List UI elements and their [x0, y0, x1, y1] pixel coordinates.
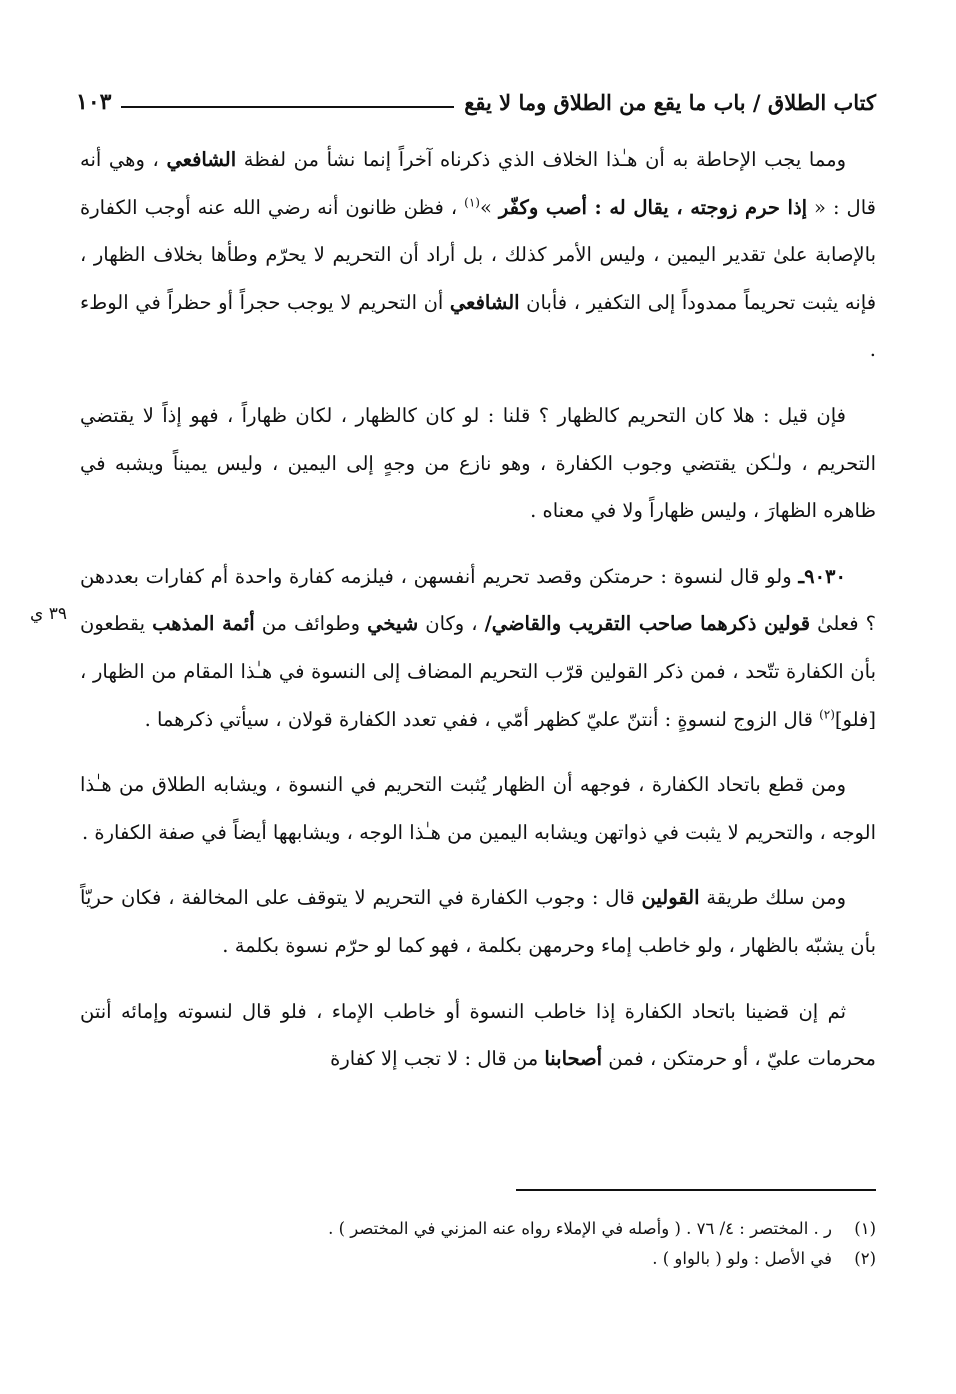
bold-text: شيخي: [367, 612, 419, 636]
footnote-ref: (١): [464, 195, 480, 210]
footnote-number: (٢): [854, 1249, 876, 1268]
footnotes: [80, 1214, 876, 1274]
footnote-text: في الأصل : ولو ( بالواو ) .: [652, 1249, 832, 1268]
margin-note: ٣٩ ي: [30, 604, 67, 624]
text-run: يقطعون بأن الكفارة تتّحد ، فمن ذكر القولين قرّب التحريم المضاف إلى النسوة في هـٰذا المقام من الظهار ، [فلو]: [80, 612, 876, 731]
bold-text: قولين ذكرهما صاحب التقريب والقاضي/: [484, 612, 811, 636]
paragraph: [80, 392, 876, 535]
footnote: [80, 1214, 876, 1244]
text-run: ثم إن قضينا باتحاد الكفارة إذا خاطب النسوة أو خاطب الإماء ، فلو قال لنسوته وإمائه أنتن محرمات عليّ ، أو حرمتكن ، فمن: [80, 999, 876, 1071]
text-run: ومما يجب الإحاطة به أن هـٰذا الخلاف الذي ذكرناه آخراً إنما نشأ من لفظة: [236, 148, 846, 171]
text-run: ، وكان: [418, 612, 485, 636]
bold-text: الشافعي: [449, 290, 520, 314]
bold-text: ٩٠٣٠ـ: [798, 564, 846, 588]
text-run: ولو قال لنسوة : حرمتكن وقصد تحريم أنفسهن ، فيلزمه كفارة واحدة أم كفارات بعددهن ؟ فعلىٰ: [80, 564, 876, 636]
paragraph: [80, 136, 876, 374]
paragraph: [80, 761, 876, 856]
text-run: قال الزوج لنسوةٍ : أنتنّ عليّ كظهر أمّي ، ففي تعدد الكفارة قولان ، سيأتي ذكرهما .: [144, 707, 820, 731]
paragraph: [80, 988, 876, 1083]
bold-text: أصحابنا: [544, 1047, 603, 1071]
text-run: قال : وجوب الكفارة في التحريم لا يتوقف على المخالفة ، فكان حريّاً بأن يشبّه بالظهار ، ولو خاطب إماء وحرمهن بكلمة ، فهو كما لو حرّم نسوة بكلمة .: [80, 886, 876, 957]
text-run: أن التحريم لا يوجب حجراً أو حظراً في الوطء .: [80, 290, 876, 362]
bold-text: الشافعي: [166, 148, 237, 171]
bold-text: أئمة المذهب: [152, 612, 255, 636]
text-run: فإن قيل : هلا كان التحريم كالظهار ؟ قلنا : لو كان كالظهار ، لكان ظهاراً ، فهو إذاً لا يقتضي التحريم ، ولـٰكن يقتضي وجوب الكفارة ، وهو نازع من وجهٍ إلى اليمين ، وليس يميناً ويشبه في ظاهره الظهارَ ، وليس ظهاراً ولا في معناه .: [80, 403, 876, 523]
page-number: ١٠٣: [76, 89, 112, 115]
paragraph: [80, 874, 876, 969]
text-run: ، وهي أنه قال : «: [80, 148, 876, 219]
text-run: ومن سلك طريقة: [699, 886, 846, 910]
text-run: »: [479, 195, 499, 219]
running-title: كتاب الطلاق / باب ما يقع من الطلاق وما لا يقع: [464, 89, 876, 115]
text-run: ومن قطع باتحاد الكفارة ، فوجهه أن الظهار يُثبت التحريم في النسوة ، ويشابه الطلاق من هـٰذا الوجه ، والتحريم لا يثبت في ذواتهن ويشابه اليمين من هـٰذا الوجه ، ويشابهها أيضاً في صفة الكفارة .: [80, 773, 876, 844]
paragraph: [80, 553, 876, 743]
running-header: [76, 82, 876, 122]
header-rule: [121, 106, 454, 108]
footnote-number: (١): [854, 1219, 876, 1238]
footnote: [80, 1244, 876, 1274]
text-run: ، فظن ظانون أنه رضي الله عنه أوجب الكفارة بالإصابة علىٰ تقدير اليمين ، وليس الأمر كذلك ، بل أراد أن التحريم لا يحرّم وطأها بخلاف الظهار ، فإنه يثبت تحريماً ممدوداً إلى التكفير ، فأبان: [80, 195, 877, 314]
bold-text: إذا حرم زوجته ، يقال له : أصب وكفّر: [498, 195, 808, 219]
body-text: [80, 136, 876, 1083]
footnote-ref: (٢): [819, 707, 835, 722]
footnote-text: ر . المختصر : ٤/ ٧٦ . ( وأصله في الإملاء رواه عنه المزني في المختصر ) .: [328, 1219, 832, 1238]
footnote-separator: [516, 1189, 876, 1191]
bold-text: القولين: [641, 886, 700, 910]
text-run: وطوائف من: [254, 612, 368, 636]
text-run: من قال : لا تجب إلا كفارة: [330, 1047, 545, 1071]
